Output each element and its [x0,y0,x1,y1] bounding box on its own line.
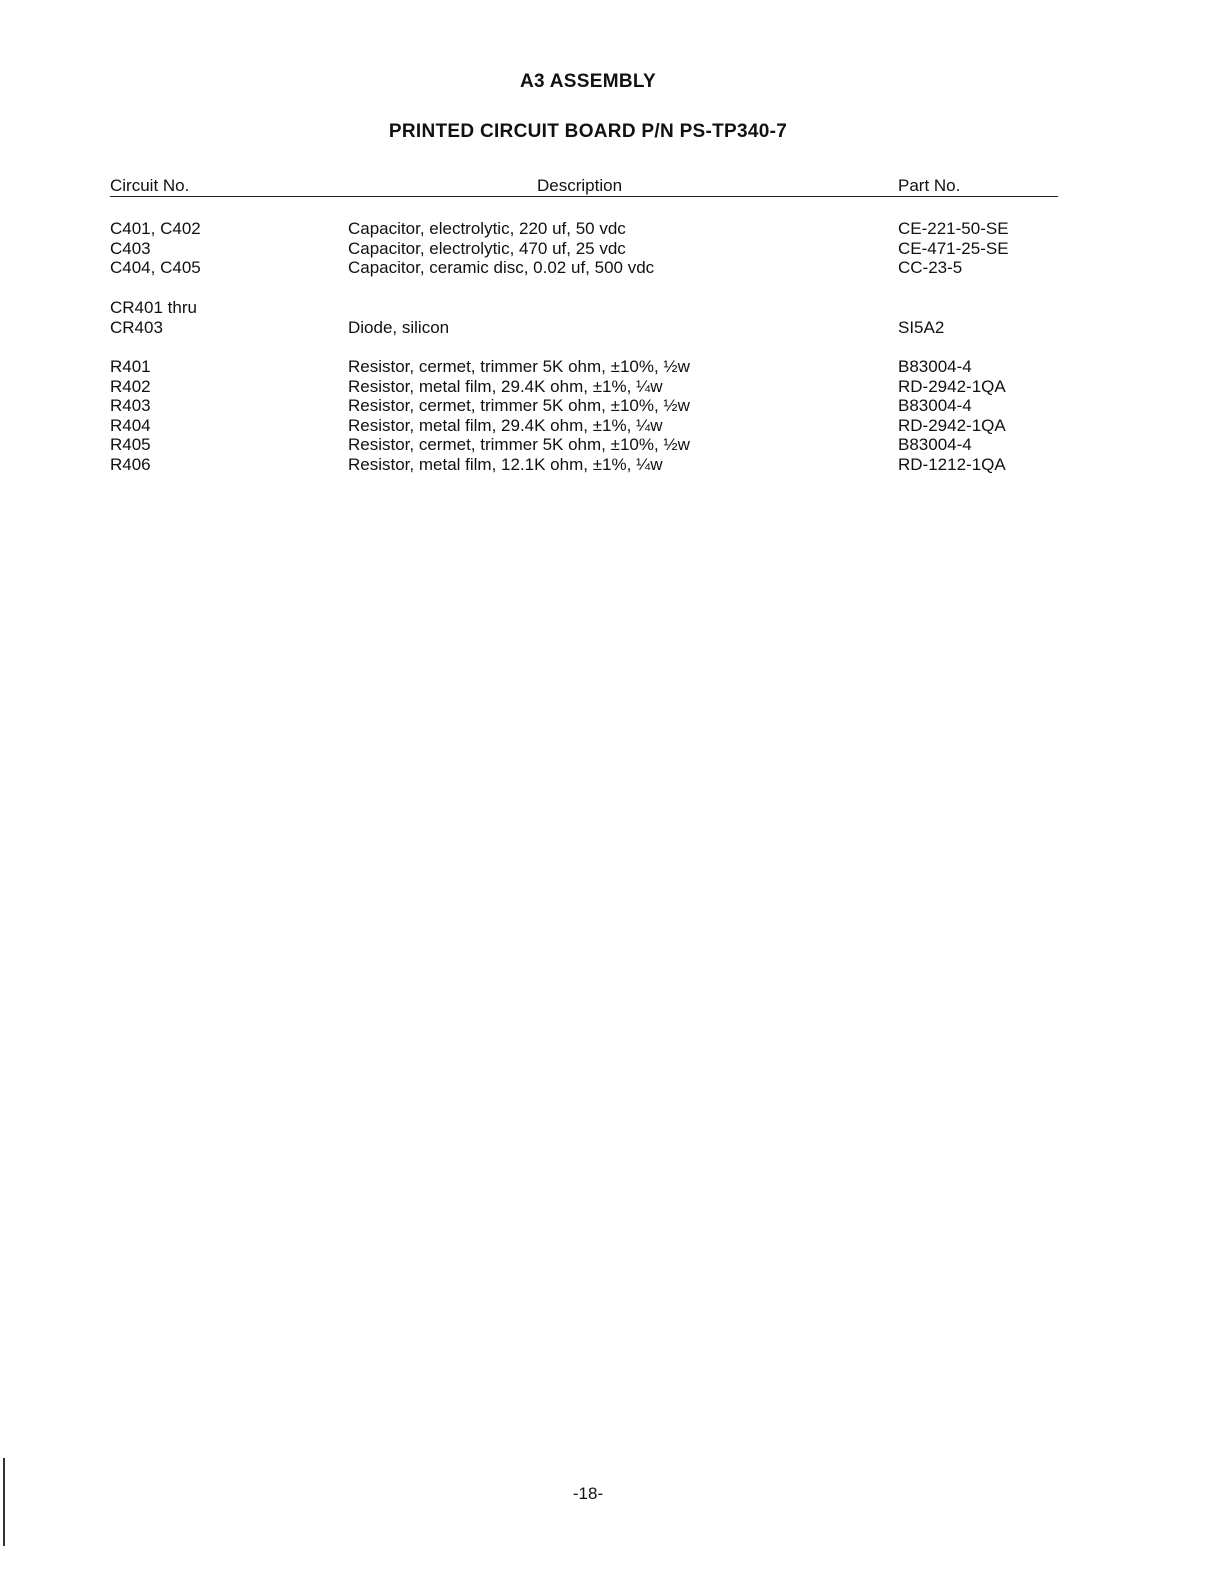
circuit-no: C404, C405 [110,258,201,278]
circuit-no: R401 [110,357,151,376]
circuit-no: CR403 [110,317,163,337]
circuit-no: R405 [110,435,151,455]
description: Resistor, metal film, 29.4K ohm, ±1%, ¼w [348,376,663,396]
table-row [0,455,1224,475]
page-title: A3 ASSEMBLY [520,71,656,92]
circuit-no: R402 [110,376,151,396]
capacitor-group [0,219,1224,278]
part-no: CC-23-5 [898,258,963,278]
table-row [0,377,1224,397]
description: Resistor, cermet, trimmer 5K ohm, ±10%, ½w [348,396,690,416]
description: Resistor, metal film, 12.1K ohm, ±1%, ¼w [348,454,663,474]
column-header-part: Part No. [898,176,961,195]
description: Capacitor, ceramic disc, 0.02 uf, 500 vdc [348,258,655,278]
table-row [0,239,1224,259]
description: Resistor, cermet, trimmer 5K ohm, ±10%, ½w [348,435,690,455]
part-no: CE-471-25-SE [898,238,1009,258]
description: Diode, silicon [348,317,450,337]
table-row [0,357,1224,377]
circuit-no: C401, C402 [110,219,201,238]
part-no: B83004-4 [898,435,972,455]
circuit-no: R403 [110,396,151,416]
page-subtitle: PRINTED CIRCUIT BOARD P/N PS-TP340-7 [388,121,788,142]
description: Resistor, cermet, trimmer 5K ohm, ±10%, ½w [348,357,690,376]
diode-group [0,298,1224,337]
description: Resistor, metal film, 29.4K ohm, ±1%, ¼w [348,415,663,435]
header-divider [110,196,1058,197]
column-header-description: Description [537,176,623,195]
table-row [0,435,1224,455]
scan-edge-mark [3,1458,5,1546]
table-row [0,219,1224,239]
circuit-no: R406 [110,454,151,474]
circuit-no: C403 [110,238,151,258]
part-no: B83004-4 [898,396,972,416]
part-no: RD-1212-1QA [898,454,1006,474]
page-number: -18- [572,1484,604,1503]
part-no: RD-2942-1QA [898,376,1006,396]
table-row [0,416,1224,436]
table-row [0,258,1224,278]
table-row [0,298,1224,318]
part-no: SI5A2 [898,317,945,337]
description: Capacitor, electrolytic, 470 uf, 25 vdc [348,238,626,258]
resistor-group [0,357,1224,475]
circuit-no: R404 [110,415,151,435]
part-no: CE-221-50-SE [898,219,1009,238]
part-no: B83004-4 [898,357,972,376]
description: Capacitor, electrolytic, 220 uf, 50 vdc [348,219,626,238]
table-row [0,318,1224,338]
part-no: RD-2942-1QA [898,415,1006,435]
table-row [0,396,1224,416]
circuit-no: CR401 thru [110,298,197,317]
column-header-circuit: Circuit No. [110,176,190,195]
